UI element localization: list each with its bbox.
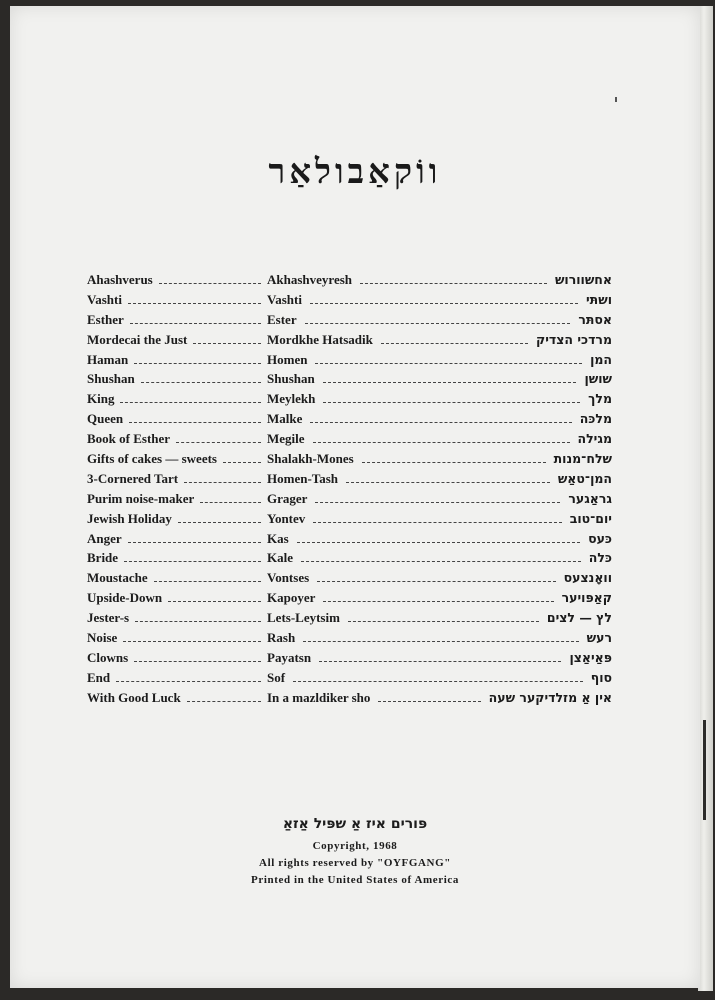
yiddish-term: שושן <box>584 371 612 387</box>
vocabulary-row <box>87 650 612 670</box>
dotted-leader <box>187 701 261 702</box>
dotted-leader <box>128 542 261 543</box>
dotted-leader <box>297 542 580 543</box>
dotted-leader <box>315 502 560 503</box>
transliteration: Lets-Leytsim <box>267 610 340 626</box>
vocabulary-row <box>87 590 612 610</box>
yiddish-term: כּעס <box>588 530 612 546</box>
vocabulary-row <box>87 431 612 451</box>
dotted-leader <box>323 601 554 602</box>
transliteration: Homen-Tash <box>267 470 339 486</box>
vocabulary-row <box>87 451 612 471</box>
vocabulary-row <box>87 391 612 411</box>
dotted-leader <box>178 522 261 523</box>
vocabulary-row <box>87 511 612 531</box>
english-term: Haman <box>87 351 129 367</box>
yiddish-term: גראַגער <box>568 490 612 506</box>
english-term: Moustache <box>87 570 148 586</box>
yiddish-term: המן <box>590 351 612 367</box>
transliteration: Ester <box>267 311 297 327</box>
dotted-leader <box>141 382 261 383</box>
yiddish-term: יום־טוב <box>569 510 612 526</box>
colophon-title: פּורים איז אַ שפּיל אַזאַ <box>282 816 428 832</box>
transliteration: Shushan <box>267 371 315 387</box>
dotted-leader <box>135 621 261 622</box>
yiddish-term: קאַפּויער <box>561 590 612 606</box>
vocabulary-row <box>87 352 612 372</box>
yiddish-term: שלח־מנות <box>553 451 612 467</box>
transliteration: Kapoyer <box>267 590 316 606</box>
english-term: King <box>87 391 115 407</box>
vocabulary-row <box>87 272 612 292</box>
transliteration: Grager <box>267 490 308 506</box>
transliteration: Vontses <box>267 570 310 586</box>
binding-mark <box>703 720 706 820</box>
english-term: Shushan <box>87 371 135 387</box>
dotted-leader <box>305 323 570 324</box>
vocabulary-row <box>87 630 612 650</box>
dotted-leader <box>134 661 261 662</box>
yiddish-term: כּלה <box>588 550 612 566</box>
dotted-leader <box>317 581 556 582</box>
page-title: ווֹקאַבולאַר <box>268 152 442 192</box>
transliteration: Shalakh-Mones <box>267 451 354 467</box>
vocabulary-row <box>87 570 612 590</box>
dotted-leader <box>323 402 580 403</box>
rights-line: All rights reserved by "OYFGANG" <box>259 857 451 869</box>
transliteration: Payatsn <box>267 649 312 665</box>
dotted-leader <box>360 283 547 284</box>
dotted-leader <box>303 641 579 642</box>
vocabulary-row <box>87 371 612 391</box>
vocabulary-row <box>87 491 612 511</box>
vocabulary-row <box>87 550 612 570</box>
transliteration: Meylekh <box>267 391 316 407</box>
vocabulary-row <box>87 690 612 710</box>
dotted-leader <box>293 681 583 682</box>
vocabulary-list <box>87 272 612 710</box>
transliteration: Sof <box>267 669 286 685</box>
dotted-leader <box>124 561 261 562</box>
vocabulary-row <box>87 670 612 690</box>
dotted-leader <box>301 561 581 562</box>
english-term: Jester-s <box>87 610 130 626</box>
ink-speck <box>615 97 617 102</box>
dotted-leader <box>223 462 261 463</box>
dotted-leader <box>313 442 570 443</box>
english-term: Vashti <box>87 291 122 307</box>
vocabulary-row <box>87 471 612 491</box>
dotted-leader <box>154 581 261 582</box>
dotted-leader <box>346 482 550 483</box>
transliteration: Mordkhe Hatsadik <box>267 331 373 347</box>
yiddish-term: ושתּי <box>586 291 612 307</box>
yiddish-term: מגילה <box>577 431 612 447</box>
dotted-leader <box>128 303 261 304</box>
colophon <box>10 816 700 889</box>
dotted-leader <box>310 303 578 304</box>
dotted-leader <box>313 522 562 523</box>
english-term: Purim noise-maker <box>87 490 195 506</box>
yiddish-term: פּאַיאַצן <box>569 649 612 665</box>
vocabulary-row <box>87 610 612 630</box>
yiddish-term: אסתּר <box>578 311 612 327</box>
english-term: Mordecai the Just <box>87 331 188 347</box>
english-term: Jewish Holiday <box>87 510 172 526</box>
vocabulary-row <box>87 332 612 352</box>
copyright-line: Copyright, 1968 <box>312 840 398 852</box>
vocabulary-row <box>87 531 612 551</box>
transliteration: Homen <box>267 351 308 367</box>
yiddish-term: סוף <box>590 669 612 685</box>
english-term: End <box>87 669 111 685</box>
transliteration: Kale <box>267 550 293 566</box>
dotted-leader <box>348 621 539 622</box>
yiddish-term: אחשוורוש <box>554 272 612 287</box>
yiddish-term: אין אַ מזלדיקער שעה <box>488 689 612 705</box>
yiddish-term: רעש <box>586 630 612 646</box>
dotted-leader <box>123 641 261 642</box>
dotted-leader <box>362 462 546 463</box>
english-term: Upside-Down <box>87 590 163 606</box>
english-term: Noise <box>87 630 118 646</box>
dotted-leader <box>116 681 261 682</box>
dotted-leader <box>378 701 481 702</box>
transliteration: Megile <box>267 431 305 447</box>
transliteration: Rash <box>267 630 296 646</box>
transliteration: Kas <box>267 530 289 546</box>
yiddish-term: לץ — לצים <box>546 610 612 626</box>
dotted-leader <box>184 482 261 483</box>
underlying-sheet-edge <box>698 6 713 991</box>
transliteration: Akhashveyresh <box>267 272 353 287</box>
dotted-leader <box>130 323 261 324</box>
transliteration: Yontev <box>267 510 306 526</box>
dotted-leader <box>193 343 261 344</box>
english-term: Queen <box>87 411 124 427</box>
dotted-leader <box>134 363 261 364</box>
english-term: Book of Esther <box>87 431 171 447</box>
dotted-leader <box>315 363 582 364</box>
dotted-leader <box>176 442 261 443</box>
english-term: 3-Cornered Tart <box>87 470 179 486</box>
english-term: With Good Luck <box>87 689 181 705</box>
transliteration: Malke <box>267 411 303 427</box>
yiddish-term: מלך <box>588 391 612 407</box>
yiddish-term: וואָנצעס <box>563 570 612 586</box>
dotted-leader <box>129 422 261 423</box>
dotted-leader <box>120 402 261 403</box>
yiddish-term: המן־טאַש <box>557 470 612 486</box>
dotted-leader <box>159 283 261 284</box>
english-term: Bride <box>87 550 119 566</box>
english-term: Esther <box>87 311 124 327</box>
vocabulary-row <box>87 312 612 332</box>
english-term: Gifts of cakes — sweets <box>87 451 217 467</box>
vocabulary-row <box>87 411 612 431</box>
english-term: Clowns <box>87 649 129 665</box>
dotted-leader <box>310 422 572 423</box>
english-term: Ahashverus <box>87 272 153 287</box>
dotted-leader <box>168 601 261 602</box>
dotted-leader <box>319 661 561 662</box>
vocabulary-row <box>87 292 612 312</box>
printed-line: Printed in the United States of America <box>251 874 459 886</box>
dotted-leader <box>200 502 261 503</box>
yiddish-term: מרדכי הצדיק <box>535 331 612 347</box>
english-term: Anger <box>87 530 122 546</box>
dotted-leader <box>323 382 576 383</box>
transliteration: Vashti <box>267 291 302 307</box>
transliteration: In a mazldiker sho <box>267 689 371 705</box>
yiddish-term: מלכּה <box>579 411 612 427</box>
dotted-leader <box>381 343 528 344</box>
document-page <box>10 6 700 988</box>
